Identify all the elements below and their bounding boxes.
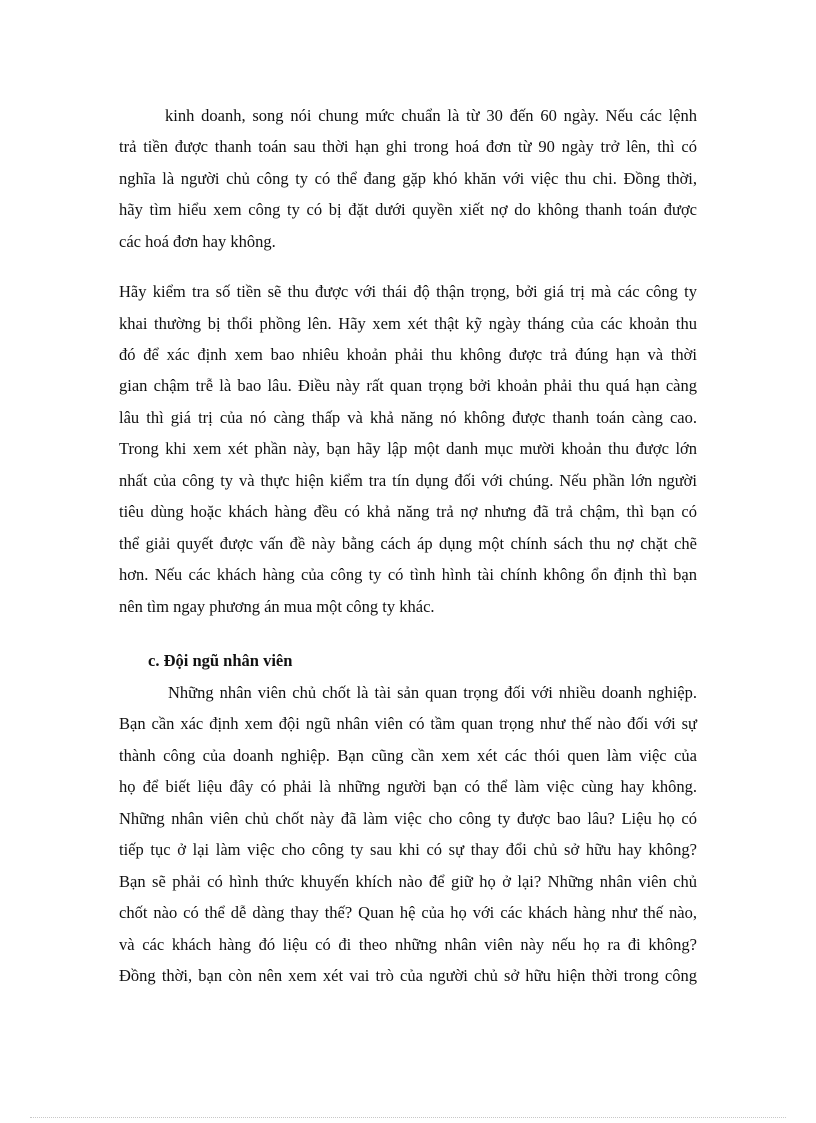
section-c-line: Bạn cần xác định xem đội ngũ nhân viên có tầm quan trọng như thế nào đối với sự (119, 714, 697, 733)
paragraph-1-line: kinh doanh, song nói chung mức chuẩn là từ 30 đến 60 ngày. Nếu các lệnh (165, 106, 697, 125)
section-c-line: Những nhân viên chủ chốt này đã làm việc cho công ty được bao lâu? Liệu họ có (119, 809, 697, 828)
paragraph-2-line: khai thường bị thổi phồng lên. Hãy xem xét thật kỹ ngày tháng của các khoản thu (119, 314, 697, 333)
section-c-line: chốt nào có thể dễ dàng thay thế? Quan hệ của họ với các khách hàng như thế nào, (119, 903, 697, 922)
paragraph-2-line: hơn. Nếu các khách hàng của công ty có tình hình tài chính không ổn định thì bạn (119, 565, 697, 584)
paragraph-2-line: Hãy kiểm tra số tiền sẽ thu được với thái độ thận trọng, bởi giá trị mà các công ty (119, 282, 697, 301)
section-c-line: tiếp tục ở lại làm việc cho công ty sau khi có sự thay đổi chủ sở hữu hay không? (119, 840, 697, 859)
section-c-line: Bạn sẽ phải có hình thức khuyến khích nào để giữ họ ở lại? Những nhân viên chủ (119, 872, 697, 891)
section-c-line: họ để biết liệu đây có phải là những người bạn có thể làm việc cùng hay không. (119, 777, 697, 796)
section-heading: c. Đội ngũ nhân viên (148, 651, 293, 670)
paragraph-2-line: gian chậm trễ là bao lâu. Điều này rất quan trọng bởi khoản phải thu quá hạn càng (119, 376, 697, 395)
section-c-line: Đồng thời, bạn còn nên xem xét vai trò của người chủ sở hữu hiện thời trong công (119, 966, 697, 985)
paragraph-2-line: đó để xác định xem bao nhiêu khoản phải thu không được trả đúng hạn và thời (119, 345, 697, 364)
paragraph-1-line: các hoá đơn hay không. (119, 232, 276, 251)
paragraph-2-line: nên tìm ngay phương án mua một công ty khác. (119, 597, 435, 616)
paragraph-1-line: hãy tìm hiểu xem công ty có bị đặt dưới quyền xiết nợ do không thanh toán được (119, 200, 697, 219)
paragraph-1-line: nghĩa là người chủ công ty có thể đang gặp khó khăn với việc thu chi. Đồng thời, (119, 169, 697, 188)
paragraph-2-line: tiêu dùng hoặc khách hàng đều có khả năng trả nợ nhưng đã trả chậm, thì bạn có (119, 502, 697, 521)
paragraph-2-line: nhất của công ty và thực hiện kiểm tra tín dụng đối với chúng. Nếu phần lớn người (119, 471, 697, 490)
section-c-line: Những nhân viên chủ chốt là tài sản quan trọng đối với nhiều doanh nghiệp. (168, 683, 697, 702)
section-c-line: thành công của doanh nghiệp. Bạn cũng cần xem xét các thói quen làm việc của (119, 746, 697, 765)
paragraph-1-line: trả tiền được thanh toán sau thời hạn ghi trong hoá đơn từ 90 ngày trở lên, thì có (119, 137, 697, 156)
paragraph-2-line: lâu thì giá trị của nó càng thấp và khả năng nó không được thanh toán càng cao. (119, 408, 697, 427)
page-bottom-divider (30, 1117, 786, 1118)
paragraph-2-line: Trong khi xem xét phần này, bạn hãy lập một danh mục mười khoản thu được lớn (119, 439, 697, 458)
paragraph-2-line: thể giải quyết được vấn đề này bằng cách áp dụng một chính sách thu nợ chặt chẽ (119, 534, 697, 553)
section-c-line: và các khách hàng đó liệu có đi theo những nhân viên này nếu họ ra đi không? (119, 935, 697, 954)
